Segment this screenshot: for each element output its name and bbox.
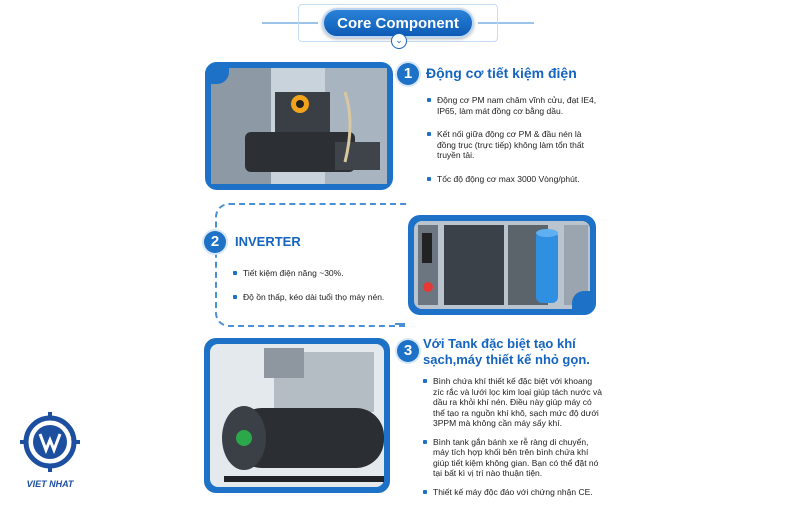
logo-emblem-icon	[18, 412, 82, 472]
list-item: Tiết kiệm điện năng ~30%.	[233, 268, 403, 279]
list-item: Độ ồn thấp, kéo dài tuổi thọ máy nén.	[233, 292, 403, 303]
list-item: Thiết kế máy độc đáo với chứng nhận CE.	[423, 487, 603, 498]
list-item: Động cơ PM nam châm vĩnh cửu, đạt IE4, IP65, làm mát đồng cơ bằng dầu.	[427, 95, 597, 116]
inverter-photo-accent	[572, 291, 596, 315]
header-title: Core Component	[322, 8, 474, 38]
section-1-bullets	[427, 95, 597, 197]
list-item: Kết nối giữa động cơ PM & đầu nén là đồng trục (trực tiếp) không làm tổn thất truyền tải.	[427, 129, 597, 161]
logo-text: VIET NHAT	[26, 479, 74, 489]
section-3-bullets	[423, 376, 603, 510]
section-1-number: 1	[397, 63, 419, 85]
chevron-down-icon: ⌄	[391, 33, 407, 49]
motor-photo	[205, 62, 393, 190]
tank-photo	[204, 338, 390, 493]
section-2-number: 2	[204, 231, 226, 253]
connector-2-3	[395, 323, 405, 326]
section-3-number: 3	[397, 340, 419, 362]
logo	[18, 412, 82, 492]
list-item: Bình chứa khí thiết kế đặc biệt với khoang zíc rắc và lưới lọc kim loại giúp tách nước và dầu ra khỏi khí nén. Điều này giúp máy có thể tạo ra nguồn khí khô, sạch mức độ dưới 3PPM mà không cần máy sấy khí.	[423, 376, 603, 429]
section-2-title: INVERTER	[235, 234, 301, 249]
list-item: Bình tank gắn bánh xe rễ ràng di chuyển, máy tích hợp khối bên trên bình chứa khí giúp tiết kiệm không gian. Bạn có thể đặt nó tại bất kì vị trí nào thuận tiện.	[423, 437, 603, 479]
inverter-photo	[408, 215, 596, 315]
list-item: Tốc độ động cơ max 3000 Vòng/phút.	[427, 174, 597, 185]
section-1-title: Động cơ tiết kiệm điện	[426, 65, 577, 81]
section-3-title-line1: Với Tank đặc biệt tạo khí	[423, 336, 576, 351]
section-3-title-line2: sạch,máy thiết kế nhỏ gọn.	[423, 352, 590, 367]
section-2-bullets	[233, 268, 403, 315]
